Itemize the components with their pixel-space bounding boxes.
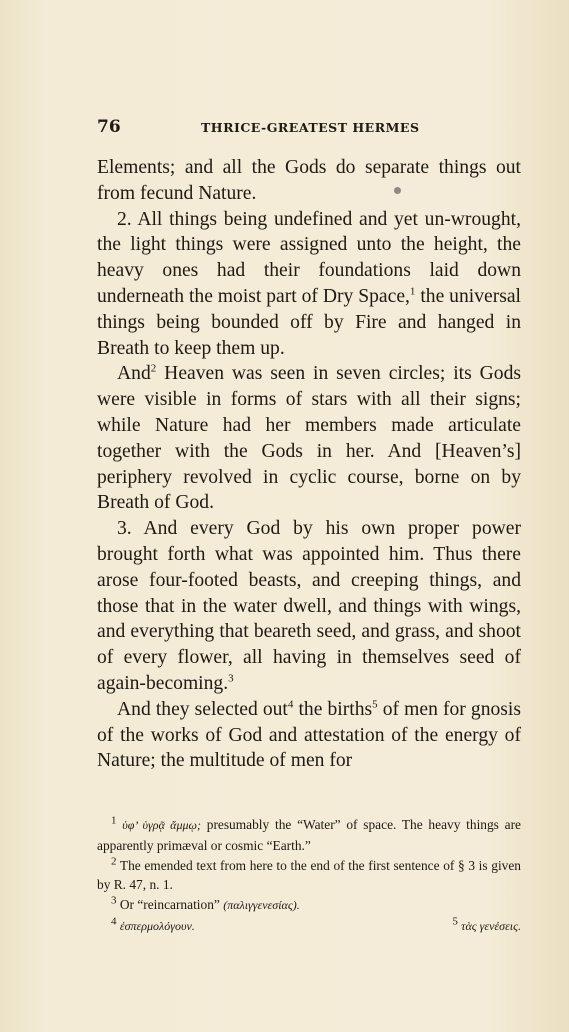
paragraph-3: And$^2$ Heaven was seen in seven circles; its Gods were visible in forms of stars with all their signs; while Nature had her members made articulate together with the Gods in her. And [Heaven’s] periphery revolved in cyclic course, borne on by Breath of God. xyxy=(97,362,521,514)
footnote-ref-2: 2 xyxy=(150,362,157,375)
paragraph-2: 2. All things being undefined and yet un-wrought, the light things were assigned unto the height, the heavy ones had their foundations laid down underneath the moist part of Dry Space,$^1$ the universal things being bounded off by Fire and hanged in Breath to keep them up. xyxy=(97,208,521,359)
footnote-3: $^3$ Or “reincarnation” (παλιγγενεσίας). xyxy=(111,894,300,913)
page-header xyxy=(97,117,517,139)
paragraph-4: 3. And every God by his own proper power brought forth what was appointed him. Thus there arose four-footed beasts, and creeping things, and those that in the water dwell, and things with wings, and everything that beareth seed, and grass, and shoot of every flower, all having in themselves seed of again-becoming.$^3$ xyxy=(97,518,521,694)
footnote-1: $^1$ ὑφ’ ὑγρᾷ ἄμμῳ; presumably the “Water” of space. The heavy things are apparently primæval or cosmic “Earth.” xyxy=(97,814,521,853)
paragraph-1: Elements; and all the Gods do separate things out from fecund Nature. xyxy=(97,157,521,204)
running-head: THRICE-GREATEST HERMES xyxy=(201,120,420,135)
footnotes xyxy=(97,815,521,937)
footnotes-4-5 xyxy=(97,916,521,937)
footnote-4: $^4$ ἐσπερμολόγουν. xyxy=(111,915,195,933)
page-number: 76 xyxy=(97,117,121,137)
footnote-ref-5: 5 xyxy=(372,698,378,711)
footnote-ref-1: 1 xyxy=(409,285,416,298)
footnote-2: $^2$ The emended text from here to the end of the first sentence of § 3 is given by R. 47, n. 1. xyxy=(97,855,521,893)
paragraph-5: And they selected out$^4$ the births$^5$ of men for gnosis of the works of God and attestation of the energy of Nature; the multitude of men for xyxy=(97,698,521,772)
main-text xyxy=(97,155,521,774)
footnote-5: $^5$ τὰς γενέσεις. xyxy=(452,915,521,933)
footnote-ref-4: 4 xyxy=(287,698,294,711)
footnote-ref-3: 3 xyxy=(228,672,234,685)
